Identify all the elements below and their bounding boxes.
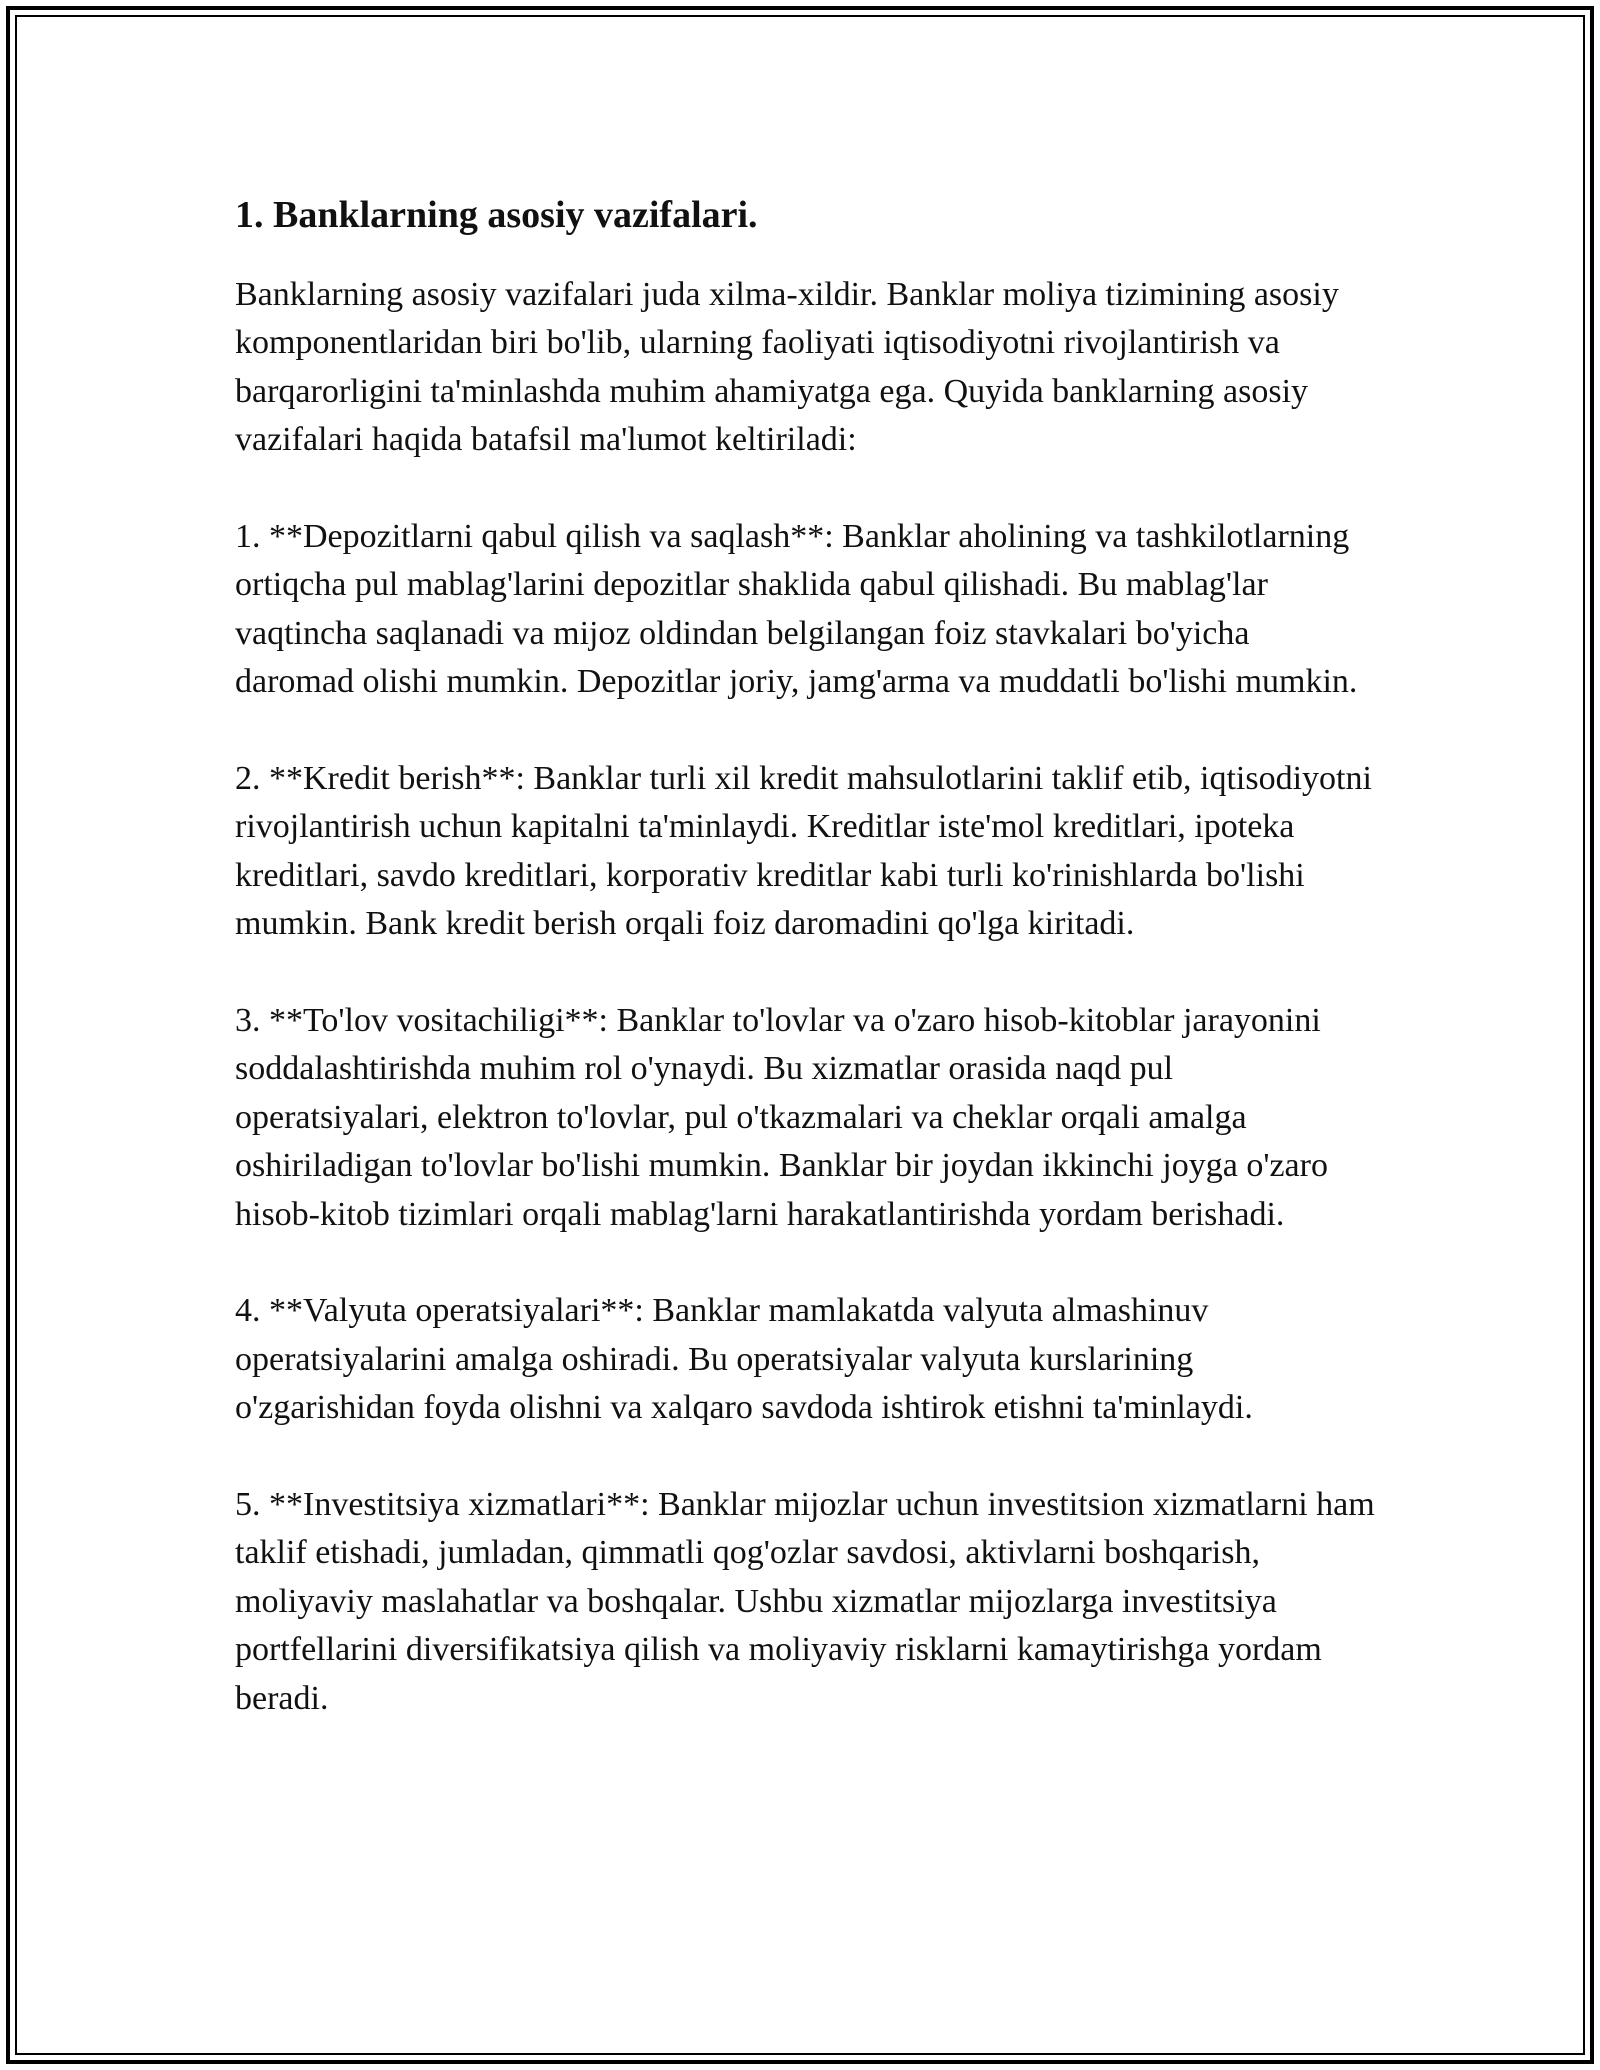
paragraph-credit: 2. **Kredit berish**: Banklar turli xil kredit mahsulotlarini taklif etib, iqtisodiyotni rivojlantirish uchun kapitalni ta'minlaydi. Kreditlar iste'mol kreditlari, ipoteka kreditlari, savdo kreditlari, korporativ kreditlar kabi turli ko'rinishlarda bo'lishi mumkin. Bank kredit berish orqali foiz daromadini qo'lga kiritadi. [235,760,1372,943]
document-body [235,185,1375,1772]
paragraph-payments: 3. **To'lov vositachiligi**: Banklar to'lovlar va o'zaro hisob-kitoblar jarayonini soddalashtirishda muhim rol o'ynaydi. Bu xizmatlar orasida naqd pul operatsiyalari, elektron to'lovlar, pul o'tkazmalari va cheklar orqali amalga oshiriladigan to'lovlar bo'lishi mumkin. Banklar bir joydan ikkinchi joyga o'zaro hisob-kitob tizimlari orqali mablag'larni harakatlantirishda yordam berishadi. [235,1002,1328,1233]
document-title: 1. Banklarning asosiy vazifalari. [235,194,758,236]
paragraph-currency: 4. **Valyuta operatsiyalari**: Banklar mamlakatda valyuta almashinuv operatsiyalarini amalga oshiradi. Bu operatsiyalar valyuta kurslarining o'zgarishidan foyda olishni va xalqaro savdoda ishtirok etishni ta'minlaydi. [235,1292,1253,1427]
paragraph-investment: 5. **Investitsiya xizmatlari**: Banklar mijozlar uchun investitsion xizmatlarni ham taklif etishadi, jumladan, qimmatli qog'ozlar savdosi, aktivlarni boshqarish, moliyaviy maslahatlar va boshqalar. Ushbu xizmatlar mijozlarga investitsiya portfellarini diversifikatsiya qilish va moliyaviy risklarni kamaytirishga yordam beradi. [235,1486,1375,1717]
paragraph-deposits: 1. **Depozitlarni qabul qilish va saqlash**: Banklar aholining va tashkilotlarning ortiqcha pul mablag'larini depozitlar shaklida qabul qilishadi. Bu mablag'lar vaqtincha saqlanadi va mijoz oldindan belgilangan foiz stavkalari bo'yicha daromad olishi mumkin. Depozitlar joriy, jamg'arma va muddatli bo'lishi mumkin. [235,518,1358,701]
intro-paragraph: Banklarning asosiy vazifalari juda xilma-xildir. Banklar moliya tizimining asosiy komponentlaridan biri bo'lib, ularning faoliyati iqtisodiyotni rivojlantirish va barqarorligini ta'minlashda muhim ahamiyatga ega. Quyida banklarning asosiy vazifalari haqida batafsil ma'lumot keltiriladi: [235,276,1339,459]
